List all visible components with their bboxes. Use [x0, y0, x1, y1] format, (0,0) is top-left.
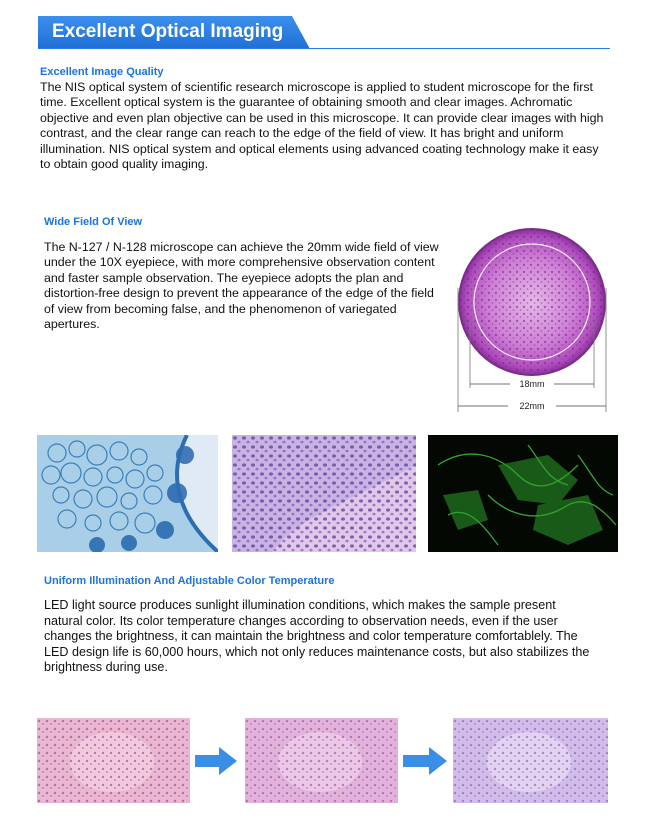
section-banner — [38, 16, 310, 49]
heading-image-quality: Excellent Image Quality — [40, 66, 164, 78]
warm-tone-image — [37, 718, 190, 803]
outer-diameter-label: 22mm — [519, 401, 545, 411]
stained-tissue-image — [232, 435, 416, 552]
neutral-tone-image — [245, 718, 398, 803]
plant-section-image — [37, 435, 218, 552]
paragraph-image-quality: The NIS optical system of scientific research microscope is applied to student microscope for the first time. Excellent optical system is the guarantee of obtaining smooth and clear images. Achromatic objective and even plan objective can be used in this microscope. It can provide clear images with high contrast, and the clear range can reach to the edge of the field of view. It has bright and uniform illumination. NIS optical system and optical elements using advanced coating technology make it easy to obtain good quality imaging. — [40, 80, 604, 172]
page-title: Excellent Optical Imaging — [52, 21, 284, 42]
inner-diameter-label: 18mm — [519, 379, 545, 389]
paragraph-uniform-illumination: LED light source produces sunlight illumination conditions, which makes the sample present natural color. Its color temperature changes according to observation needs, even if the user changes the brightness, it can maintain the brightness and color temperature comfortablely. The LED design life is 60,000 hours, which not only reduces maintenance costs, but also stabilizes the brightness during use. — [44, 598, 590, 675]
arrow-right-icon — [403, 747, 447, 775]
heading-wide-field: Wide Field Of View — [44, 216, 143, 228]
arrow-right-icon — [195, 747, 237, 775]
field-of-view-diagram — [452, 228, 612, 414]
paragraph-wide-field: The N-127 / N-128 microscope can achieve the 20mm wide field of view under the 10X eyepiece, with more comprehensive observation content and faster sample observation. The eyepiece adopts the plan and distortion-free design to prevent the appearance of the edge of the field of view from becoming false, and the phenomenon of variegated apertures. — [44, 240, 439, 332]
fluorescence-image — [428, 435, 618, 552]
heading-uniform-illumination: Uniform Illumination And Adjustable Color Temperature — [44, 575, 335, 587]
cool-tone-image — [453, 718, 608, 803]
banner-divider — [38, 48, 610, 49]
